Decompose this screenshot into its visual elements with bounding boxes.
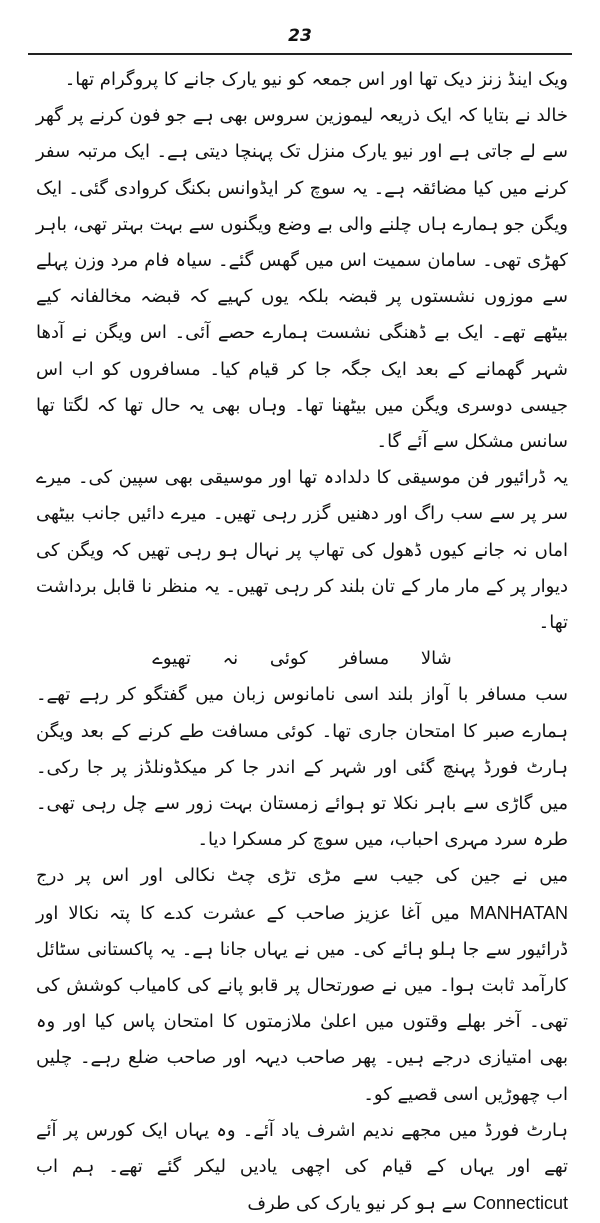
paragraph-6 [36, 1113, 568, 1223]
paragraph-4: سب مسافر با آواز بلند اسی نامانوس زبان میں گفتگو کر رہے تھے۔ ہمارے صبر کا امتحان جاری تھا۔ کوئی مسافت طے کرنے کے بعد ویگن ہارٹ فورڈ پہنچ گئی اور شہر کے اندر جا کر میکڈونلڈز پر جا رکی۔ میں گاڑی سے باہر نکلا تو ہوائے زمستان بہت زور سے چل رہی تھی۔ طرہ سرد مہری احباب، میں سوچ کر مسکرا دیا۔ [36, 684, 568, 851]
paragraph-5-before: میں نے جین کی جیب سے مڑی تڑی چٹ نکالی اور اس پر درج [36, 865, 568, 887]
paragraph-5-after: میں آغا عزیز صاحب کے عشرت کدے کا پتہ نکالا اور ڈرائیور سے جا ہلو ہائے کی۔ میں نے یہاں جانا ہے۔ یہ پاکستانی سٹائل کارآمد ثابت ہوا۔ میں نے صورتحال پر قابو پانے کی کامیاب کوشش کی تھی۔ آخر بھلے وقتوں میں اعلیٰ ملازمتوں کا امتحان پاس کیا اور وہ بھی امتیازی درجے ہیں۔ پھر صاحب دیہہ اور صاحب ضلع رہے۔ چلیں اب چھوڑیں اسی قصیے کو۔ [36, 902, 568, 1105]
paragraph-5 [36, 858, 568, 1112]
page-number: 23 [288, 26, 312, 46]
paragraph-2: خالد نے بتایا کہ ایک ذریعہ لیموزین سروس بھی ہے جو فون کرنے پر گھر سے لے جاتی ہے اور نیو یارک منزل تک پہنچا دیتی ہے۔ ایک مرتبہ سفر کرنے میں کیا مضائقہ ہے۔ یہ سوچ کر ایڈوانس بکنگ کروادی گئی۔ ایک ویگن جو ہمارے ہاں چلنے والی بے وضع ویگنوں سے بہت بہتر تھی، باہر کھڑی تھی۔ سامان سمیت اس میں گھس گئے۔ سیاہ فام مرد وزن پہلے سے موزوں نشستوں پر قبضہ بلکہ یوں کہیے کہ قبضہ مخالفانہ کیے بیٹھے تھے۔ ایک بے ڈھنگی نشست ہمارے حصے آئی۔ اس ویگن نے آدھا شہر گھمانے کے بعد ایک جگہ جا کر قیام کیا۔ مسافروں کو اب اس جیسی دوسری ویگن میں بیٹھنا تھا۔ وہاں بھی یہ حال تھا کہ لگتا تھا سانس مشکل سے آئے گا۔ [36, 105, 568, 453]
verse-line: شالا مسافر کوئی نہ تھیوے [152, 648, 452, 670]
paragraph-6-before: ہارٹ فورڈ میں مجھے ندیم اشرف یاد آئے۔ وہ یہاں ایک کورس پر آئے تھے اور یہاں کے قیام کی اچھی یادیں لیکر گئے تھے۔ ہم اب [36, 1119, 568, 1178]
header-rule [28, 53, 572, 55]
paragraph-1: ویک اینڈ زنز دیک تھا اور اس جمعہ کو نیو یارک جانے کا پروگرام تھا۔ [64, 69, 568, 90]
body-text [36, 62, 568, 1223]
paragraph-6-after: سے ہو کر نیو یارک کی طرف [247, 1193, 468, 1215]
manhatan-word: MANHATAN [469, 902, 568, 923]
paragraph-3: یہ ڈرائیور فن موسیقی کا دلدادہ تھا اور موسیقی بھی سپین کی۔ میرے سر پر سے سب راگ اور دھنیں گزر رہی تھیں۔ میرے دائیں جانب بیٹھی اماں نہ جانے کیوں ڈھول کی تھاپ پر نہال ہو رہی تھیں کہ ویگن کی دیوار پر کے مار مار کے تان بلند کر رہی تھیں۔ یہ منظر نا قابل برداشت تھا۔ [36, 467, 568, 634]
connecticut-word: Connecticut [472, 1193, 568, 1214]
